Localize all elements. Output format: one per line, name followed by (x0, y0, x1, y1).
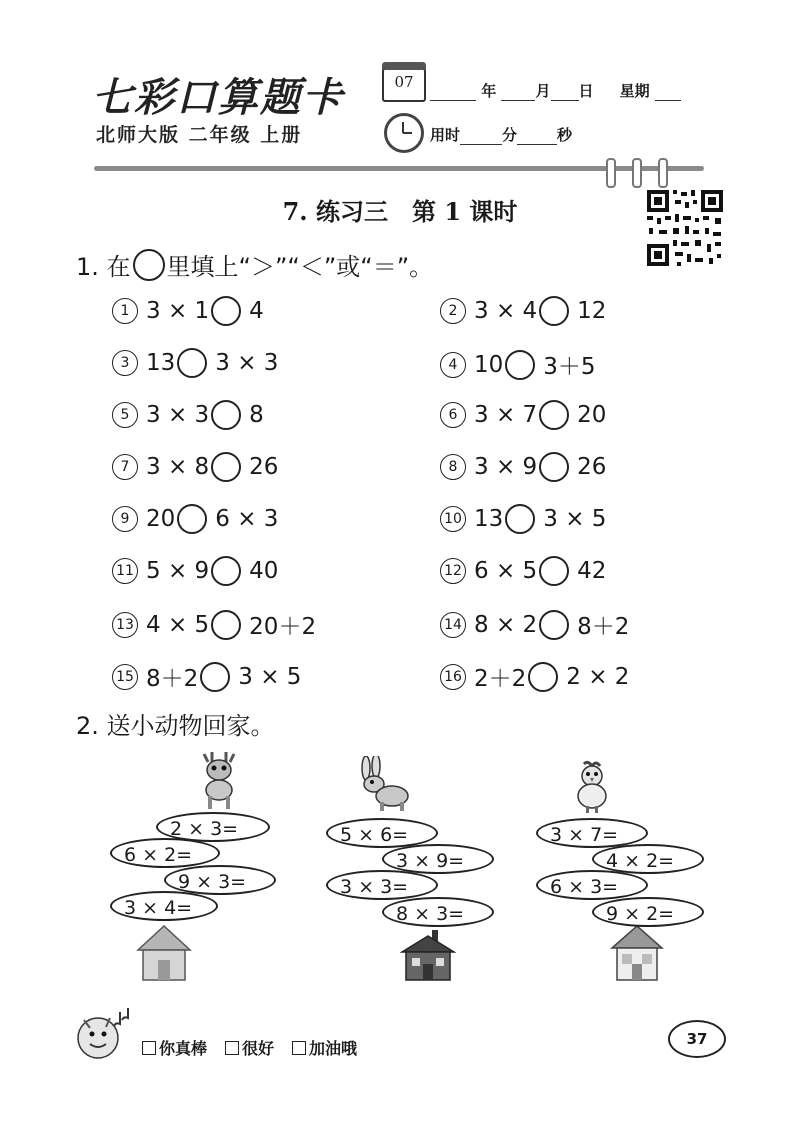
comparison-item (440, 608, 629, 641)
day-label: 日 (578, 82, 594, 100)
house-icon (608, 922, 666, 982)
item-number: 1 (112, 298, 138, 324)
left-expression: 10 (474, 351, 504, 378)
minutes-label: 分 (502, 126, 518, 144)
answer-circle[interactable] (505, 350, 535, 380)
right-expression: 26 (249, 454, 279, 480)
left-expression: 20 (146, 506, 176, 532)
binder-ring-icon (606, 158, 616, 188)
month-label: 月 (535, 82, 551, 100)
item-number: 5 (112, 402, 138, 428)
chick-icon (568, 760, 616, 814)
page-number: 37 (668, 1020, 726, 1058)
right-expression: 3＋5 (543, 354, 596, 380)
left-expression: 13 (474, 506, 504, 532)
day-blank[interactable] (551, 86, 579, 101)
year-label: 年 (481, 82, 497, 100)
comparison-item (440, 400, 606, 430)
rating-label: 你真棒 (159, 1039, 208, 1058)
item-number: 10 (440, 506, 466, 532)
equation-oval[interactable]: 9 × 3= (164, 865, 276, 895)
qr-code-icon[interactable] (645, 188, 725, 268)
seconds-label: 秒 (557, 126, 573, 144)
equation-oval[interactable]: 3 × 9= (382, 844, 494, 874)
question-2-prompt-text: 送小动物回家。 (106, 712, 275, 740)
right-expression: 3 × 5 (238, 663, 302, 690)
right-expression: 8＋2 (577, 614, 630, 640)
item-number: 9 (112, 506, 138, 532)
comparison-item (440, 504, 606, 534)
equation-oval[interactable]: 3 × 3= (326, 870, 438, 900)
item-number: 13 (112, 612, 138, 638)
answer-circle[interactable] (539, 610, 569, 640)
date-line (430, 80, 681, 101)
binder-ring-icon (632, 158, 642, 188)
question-1-number: 1. (76, 253, 99, 281)
comparison-item (112, 400, 264, 430)
checkbox-icon[interactable] (292, 1041, 306, 1055)
answer-circle[interactable] (211, 296, 241, 326)
answer-circle[interactable] (211, 452, 241, 482)
house-icon (400, 926, 456, 982)
year-blank[interactable] (430, 86, 476, 101)
month-blank[interactable] (501, 86, 535, 101)
question-2-number: 2. (76, 712, 99, 740)
calendar-day: 07 (394, 73, 414, 91)
item-number: 8 (440, 454, 466, 480)
question-1-prompt (76, 247, 433, 282)
equation-oval[interactable]: 3 × 4= (110, 891, 218, 921)
brand-subtitle: 北师大版 二年级 上册 (96, 124, 303, 146)
rating-label: 很好 (242, 1039, 275, 1058)
answer-circle[interactable] (539, 296, 569, 326)
comparison-item (112, 452, 278, 482)
left-expression: 13 (146, 350, 176, 376)
answer-circle[interactable] (505, 504, 535, 534)
equation-oval[interactable]: 9 × 2= (592, 897, 704, 927)
equation-oval[interactable]: 5 × 6= (326, 818, 438, 848)
left-expression: 8＋2 (146, 666, 199, 692)
answer-circle[interactable] (211, 556, 241, 586)
right-expression: 26 (577, 454, 607, 480)
comparison-item (112, 660, 301, 693)
weekday-blank[interactable] (655, 86, 681, 101)
deer-icon (192, 750, 246, 810)
left-expression: 3 × 8 (146, 454, 210, 480)
comparison-item (440, 556, 606, 586)
item-number: 4 (440, 352, 466, 378)
comparison-item (112, 348, 278, 378)
self-rating-options (142, 1036, 357, 1059)
question-1-prompt-after: 里填上“＞”“＜”或“＝”。 (166, 253, 434, 281)
right-expression: 4 (249, 298, 264, 324)
left-expression: 5 × 9 (146, 558, 210, 584)
answer-circle[interactable] (539, 556, 569, 586)
equation-oval[interactable]: 6 × 3= (536, 870, 648, 900)
left-expression: 3 × 9 (474, 454, 538, 480)
rabbit-icon (352, 756, 414, 812)
right-expression: 40 (249, 558, 279, 584)
item-number: 12 (440, 558, 466, 584)
right-expression: 20 (577, 402, 607, 428)
right-expression: 3 × 3 (215, 350, 279, 376)
checkbox-icon[interactable] (142, 1041, 156, 1055)
clock-icon (384, 113, 424, 153)
question-2-prompt (76, 706, 275, 741)
comparison-item (440, 348, 596, 381)
right-expression: 42 (577, 558, 607, 584)
rating-label: 加油哦 (309, 1039, 358, 1058)
item-number: 2 (440, 298, 466, 324)
left-expression: 4 × 5 (146, 611, 210, 638)
answer-circle[interactable] (539, 452, 569, 482)
brand-title: 七彩口算题卡 (92, 74, 344, 121)
answer-circle[interactable] (539, 400, 569, 430)
left-expression: 8 × 2 (474, 611, 538, 638)
right-expression: 20＋2 (249, 614, 317, 640)
right-expression: 6 × 3 (215, 506, 279, 532)
left-expression: 2＋2 (474, 666, 527, 692)
answer-circle[interactable] (211, 400, 241, 430)
calendar-icon (382, 68, 426, 102)
comparison-item (440, 660, 629, 693)
lesson-title: 7. 练习三 第 1 课时 (282, 197, 518, 226)
item-number: 6 (440, 402, 466, 428)
comparison-item (112, 556, 278, 586)
comparison-item (440, 452, 606, 482)
equation-oval[interactable]: 3 × 7= (536, 818, 648, 848)
item-number: 7 (112, 454, 138, 480)
seconds-blank[interactable] (517, 130, 557, 145)
right-expression: 12 (577, 298, 607, 324)
left-expression: 6 × 5 (474, 558, 538, 584)
right-expression: 2 × 2 (566, 663, 630, 690)
comparison-item (112, 608, 316, 641)
answer-circle[interactable] (200, 662, 230, 692)
right-expression: 3 × 5 (543, 506, 607, 532)
equation-oval[interactable]: 2 × 3= (156, 812, 270, 842)
checkbox-icon[interactable] (225, 1041, 239, 1055)
house-icon (134, 922, 194, 982)
rating-option-good[interactable] (225, 1036, 274, 1059)
answer-circle[interactable] (211, 610, 241, 640)
left-expression: 3 × 7 (474, 402, 538, 428)
circle-symbol-icon (133, 249, 165, 281)
rating-option-keep-going[interactable] (292, 1036, 357, 1059)
left-expression: 3 × 3 (146, 402, 210, 428)
mascot-icon (70, 1004, 134, 1068)
item-number: 11 (112, 558, 138, 584)
question-1-prompt-before: 在 (106, 253, 131, 281)
time-line (430, 124, 572, 145)
comparison-item (112, 504, 278, 534)
rating-option-great[interactable] (142, 1036, 207, 1059)
comparison-item (440, 296, 606, 326)
right-expression: 8 (249, 402, 264, 428)
binder-ring-icon (658, 158, 668, 188)
item-number: 16 (440, 664, 466, 690)
left-expression: 3 × 1 (146, 298, 210, 324)
answer-circle[interactable] (177, 348, 207, 378)
time-prefix: 用时 (430, 126, 461, 144)
answer-circle[interactable] (528, 662, 558, 692)
left-expression: 3 × 4 (474, 298, 538, 324)
weekday-label: 星期 (619, 82, 650, 100)
equation-oval[interactable]: 6 × 2= (110, 838, 220, 868)
item-number: 3 (112, 350, 138, 376)
answer-circle[interactable] (177, 504, 207, 534)
comparison-item (112, 296, 264, 326)
item-number: 14 (440, 612, 466, 638)
minutes-blank[interactable] (460, 130, 502, 145)
equation-oval[interactable]: 4 × 2= (592, 844, 704, 874)
item-number: 15 (112, 664, 138, 690)
equation-oval[interactable]: 8 × 3= (382, 897, 494, 927)
